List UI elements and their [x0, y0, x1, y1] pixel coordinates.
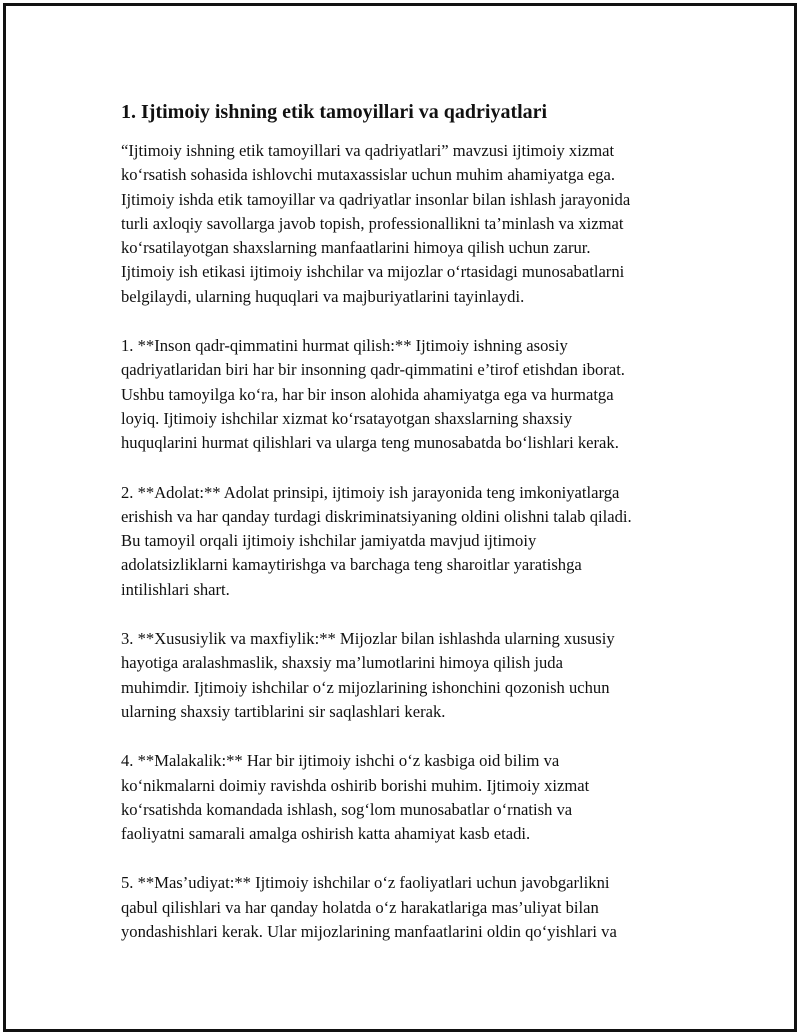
text-line: Ushbu tamoyilga ko‘ra, har bir inson alohida ahamiyatga ega va hurmatga	[121, 384, 614, 404]
document-title: 1. Ijtimoiy ishning etik tamoyillari va qadriyatlari	[121, 101, 548, 123]
text-line: huquqlarini hurmat qilishlari va ularga teng munosabatda bo‘lishlari kerak.	[121, 433, 619, 453]
principle-3-paragraph	[121, 627, 711, 724]
text-line: qadriyatlaridan biri har bir insonning qadr-qimmatini e’tirof etishdan iborat.	[121, 360, 625, 380]
text-line: ko‘rsatilayotgan shaxslarning manfaatlarini himoya qilish uchun zarur.	[121, 238, 591, 258]
text-line: ularning shaxsiy tartiblarini sir saqlashlari kerak.	[121, 701, 446, 721]
principle-2-paragraph	[121, 481, 711, 602]
page-frame	[3, 3, 797, 1032]
principle-1-paragraph	[121, 334, 711, 455]
document-body	[121, 98, 711, 969]
text-line: Ijtimoiy ish etikasi ijtimoiy ishchilar va mijozlar o‘rtasidagi munosabatlarni	[121, 262, 625, 282]
text-line: muhimdir. Ijtimoiy ishchilar o‘z mijozlarining ishonchini qozonish uchun	[121, 677, 610, 697]
text-line: Ijtimoiy ishda etik tamoyillar va qadriyatlar insonlar bilan ishlash jarayonida	[121, 189, 631, 209]
text-line: Bu tamoyil orqali ijtimoiy ishchilar jamiyatda mavjud ijtimoiy	[121, 531, 537, 551]
principle-4-paragraph	[121, 749, 711, 846]
intro-paragraph	[121, 139, 711, 309]
text-line: intilishlari shart.	[121, 579, 230, 599]
text-line: 4. **Malakalik:** Har bir ijtimoiy ishchi o‘z kasbiga oid bilim va	[121, 751, 560, 771]
text-line: qabul qilishlari va har qanday holatda o‘z harakatlariga mas’uliyat bilan	[121, 897, 599, 917]
text-line: hayotiga aralashmaslik, shaxsiy ma’lumotlarini himoya qilish juda	[121, 653, 563, 673]
text-line: loyiq. Ijtimoiy ishchilar xizmat ko‘rsatayotgan shaxslarning shaxsiy	[121, 408, 573, 428]
text-line: turli axloqiy savollarga javob topish, professionallikni ta’minlash va xizmat	[121, 213, 624, 233]
text-line: faoliyatni samarali amalga oshirish katta ahamiyat kasb etadi.	[121, 824, 531, 844]
text-line: 3. **Xususiylik va maxfiylik:** Mijozlar bilan ishlashda ularning xususiy	[121, 629, 615, 649]
text-line: 2. **Adolat:** Adolat prinsipi, ijtimoiy ish jarayonida teng imkoniyatlarga	[121, 482, 620, 502]
text-line: 1. **Inson qadr-qimmatini hurmat qilish:** Ijtimoiy ishning asosiy	[121, 336, 568, 356]
text-line: “Ijtimoiy ishning etik tamoyillari va qadriyatlari” mavzusi ijtimoiy xizmat	[121, 141, 615, 160]
text-line: ko‘rsatishda komandada ishlash, sog‘lom munosabatlar o‘rnatish va	[121, 799, 573, 819]
text-line: erishish va har qanday turdagi diskriminatsiyaning oldini olishni talab qiladi.	[121, 506, 632, 526]
text-line: ko‘nikmalarni doimiy ravishda oshirib borishi muhim. Ijtimoiy xizmat	[121, 775, 590, 795]
text-line: ko‘rsatish sohasida ishlovchi mutaxassislar uchun muhim ahamiyatga ega.	[121, 165, 616, 185]
text-line: yondashishlari kerak. Ular mijozlarining manfaatlarini oldin qo‘yishlari va	[121, 922, 617, 942]
text-line: belgilaydi, ularning huquqlari va majburiyatlarini tayinlaydi.	[121, 286, 525, 306]
text-line: 5. **Mas’udiyat:** Ijtimoiy ishchilar o‘z faoliyatlari uchun javobgarlikni	[121, 873, 610, 893]
principle-5-paragraph	[121, 871, 711, 944]
text-line: adolatsizliklarni kamaytirishga va barchaga teng sharoitlar yaratishga	[121, 555, 582, 575]
